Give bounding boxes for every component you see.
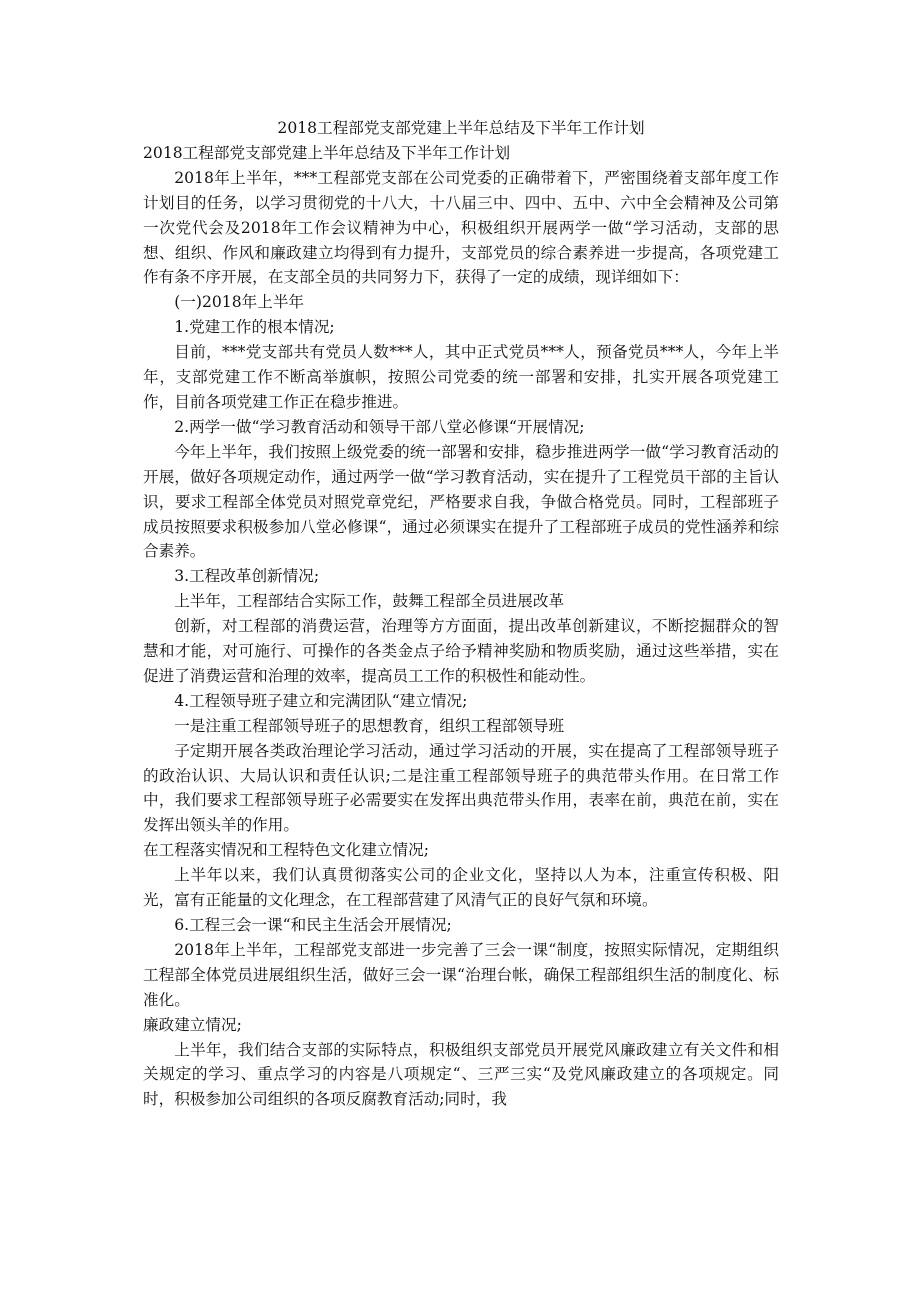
paragraph: 在工程落实情况和工程特色文化建立情况; bbox=[143, 841, 429, 860]
paragraph: 上半年以来，我们认真贯彻落实公司的企业文化，坚持以人为本，注重宣传积极、阳光，富有正能量的文化理念，在工程部营建了风清气正的良好气氛和环境。 bbox=[143, 866, 779, 910]
paragraph: 子定期开展各类政治理论学习活动，通过学习活动的开展，实在提高了工程部领导班子的政治认识、大局认识和责任认识;二是注重工程部领导班子的典范带头作用。在日常工作中，我们要求工程部领导班子必需要实在发挥出典范带头作用，表率在前，典范在前，实在发挥出领头羊的作用。 bbox=[143, 741, 779, 835]
paragraph: 3.工程改革创新情况; bbox=[174, 567, 320, 586]
paragraph: 今年上半年，我们按照上级党委的统一部署和安排，稳步推进两学一做“学习教育活动的开展，做好各项规定动作，通过两学一做“学习教育活动，实在提升了工程党员干部的主旨认识，要求工程部全体党员对照党章党纪，严格要求自我，争做合格党员。同时，工程部班子成员按照要求积极参加八堂必修课“，通过必须课实在提升了工程部班子成员的党性涵养和综合素养。 bbox=[143, 442, 779, 561]
paragraph: 4.工程领导班子建立和完满团队“建立情况; bbox=[174, 691, 468, 710]
paragraph: (一)2018年上半年 bbox=[174, 293, 305, 312]
document-title: 2018工程部党支部党建上半年总结及下半年工作计划 bbox=[277, 119, 645, 137]
paragraph: 2.两学一做“学习教育活动和领导干部八堂必修课“开展情况; bbox=[174, 417, 585, 436]
document-body bbox=[143, 166, 779, 1112]
paragraph: 6.工程三会一课“和民主生活会开展情况; bbox=[174, 916, 452, 934]
paragraph: 创新，对工程部的消费运营，治理等方方面面，提出改革创新建议，不断挖掘群众的智慧和才能，对可施行、可操作的各类金点子给予精神奖励和物质奖励，通过这些举措，实在促进了消费运营和治理的效率，提高员工工作的积极性和能动性。 bbox=[143, 617, 779, 685]
paragraph: 上半年，我们结合支部的实际特点，积极组织支部党员开展党风廉政建立有关文件和相关规定的学习、重点学习的内容是八项规定“、三严三实“及党风廉政建立的各项规定。同时，积极参加公司组织的各项反腐教育活动;同时，我 bbox=[143, 1040, 779, 1109]
document-page bbox=[143, 116, 779, 1112]
paragraph: 一是注重工程部领导班子的思想教育，组织工程部领导班 bbox=[174, 716, 565, 735]
paragraph: 2018年上半年，***工程部党支部在公司党委的正确带着下，严密围绕着支部年度工作计划目的任务，以学习贯彻党的十八大，十八届三中、四中、五中、六中全会精神及公司第一次党代会及2018年工作会议精神为中心，积极组织开展两学一做“学习活动，支部的思想、组织、作风和廉政建立均得到有力提升，支部党员的综合素养进一步提高，各项党建工作有条不序开展，在支部全员的共同努力下，获得了一定的成绩，现详细如下： bbox=[143, 168, 779, 287]
paragraph: 2018年上半年，工程部党支部进一步完善了三会一课“制度，按照实际情况，定期组织工程部全体党员进展组织生活，做好三会一课“治理台帐，确保工程部组织生活的制度化、标准化。 bbox=[143, 940, 779, 1009]
paragraph: 廉政建立情况; bbox=[143, 1015, 242, 1034]
paragraph: 上半年，工程部结合实际工作，鼓舞工程部全员进展改革 bbox=[174, 592, 565, 611]
document-subtitle: 2018工程部党支部党建上半年总结及下半年工作计划 bbox=[143, 143, 511, 162]
paragraph: 1.党建工作的根本情况; bbox=[174, 318, 335, 337]
paragraph: 目前，***党支部共有党员人数***人，其中正式党员***人，预备党员***人，今年上半年，支部党建工作不断高举旗帜，按照公司党委的统一部署和安排，扎实开展各项党建工作，目前各项党建工作正在稳步推进。 bbox=[143, 343, 779, 411]
